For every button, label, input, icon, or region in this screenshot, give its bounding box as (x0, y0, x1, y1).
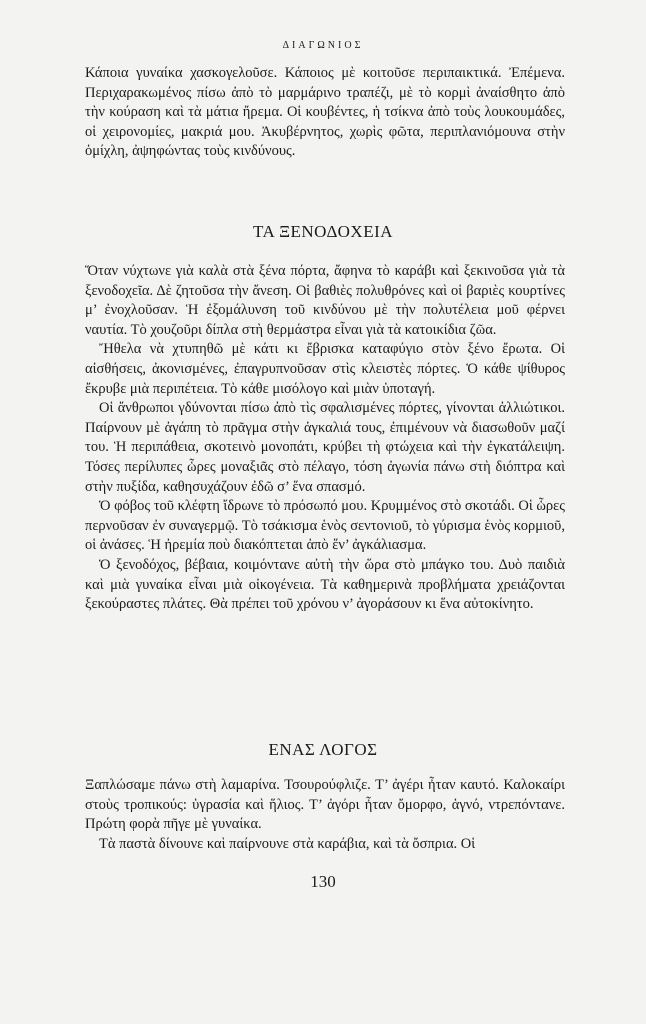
paragraph: Ὁ ξενοδόχος, βέβαια, κοιμόντανε αὐτὴ τὴν ὥρα στὸ μπάγκο του. Δυὸ παιδιὰ καὶ μιὰ γυναίκα εἶναι μιὰ οἰκογένεια. Τὰ καθημερινὰ προβλήματα χρειάζονται ξεκούραστες πλάτες. Θὰ πρέπει τοῦ χρόνου ν’ ἀγοράσουν κι ἕνα αὐτοκίνητο. (85, 556, 565, 613)
intro-paragraph: Κάποια γυναίκα χασκογελοῦσε. Κάποιος μὲ κοιτοῦσε περιπαικτικά. Ἐπέμενα. Περιχαρακωμένος πίσω ἀπὸ τὸ μαρμάρινο τραπέζι, μὲ τὸ κορμὶ ἀναίσθητο ἀπὸ τὴν κούραση καὶ τὰ μάτια ἤρεμα. Οἱ κουβέντες, ἡ τσίκνα ἀπὸ τοὺς λουκουμάδες, οἱ χειρονομίες, μακριά μου. Ἀκυβέρνητος, χωρὶς φῶτα, περιπλανιόμουνα στὴν ὁμίχλη, ἀψηφώντας τοὺς κινδύνους. (85, 65, 565, 160)
intro-paragraph-block (85, 64, 565, 162)
page-number: 130 (310, 872, 336, 891)
paragraph: Ἤθελα νὰ χτυπηθῶ μὲ κάτι κι ἔβρισκα καταφύγιο στὸν ξένο ἔρωτα. Οἱ αἰσθήσεις, ἀκονισμένες, ἐπαγρυπνοῦσαν στὶς κλειστὲς πόρτες. Ὁ κάθε ψίθυρος ἔκρυβε μιὰ περιπέτεια. Τὸ κάθε μισόλογο καὶ μιὰν ὑποταγή. (85, 341, 565, 397)
section-title-one-reason: ΕΝΑΣ ΛΟΓΟΣ (268, 740, 378, 759)
paragraph: Ὁ φόβος τοῦ κλέφτη ἴδρωνε τὸ πρόσωπό μου. Κρυμμένος στὸ σκοτάδι. Οἱ ὧρες περνοῦσαν ἐν συναγερμῷ. Τὸ τσάκισμα ἑνὸς σεντονιοῦ, τὸ γύρισμα ἑνὸς κορμιοῦ, οἱ ἀνάσες. Ἡ ἠρεμία ποὺ διακόπτεται ἀπὸ ἕν’ ἀγκάλιασμα. (85, 498, 566, 554)
paragraph: Τὰ παστὰ δίνουνε καὶ παίρνουνε στὰ καράβια, καὶ τὰ ὄσπρια. Οἱ (99, 835, 476, 852)
section-hotels-body (85, 262, 565, 615)
paragraph: Ξαπλώσαμε πάνω στὴ λαμαρίνα. Τσουρούφλιζε. Τ’ ἀγέρι ἦταν καυτό. Καλοκαίρι στοὺς τροπικούς: ὑγρασία καὶ ἥλιος. Τ’ ἀγόρι ἦταν ὄμορφο, ἁγνό, ντρεπόντανε. Πρώτη φορὰ πῆγε μὲ γυναίκα. (85, 777, 565, 833)
paragraph: Οἱ ἄνθρωποι γδύνονται πίσω ἀπὸ τὶς σφαλισμένες πόρτες, γίνονται ἀλλιώτικοι. Παίρνουν μὲ ἀγάπη τὸ πρᾶγμα στὴν ἀγκαλιά τους, ἐπιμένουν νὰ διασωθοῦν μαζί του. Ἡ περιπάθεια, σκοτεινὸ μονοπάτι, κρύβει τὴ φτώχεια καὶ τὴν ἐγκατάλειψη. Τόσες περίλυπες ὧρες μοναξιᾶς στὸ πέλαγο, τόση ἀγωνία πάνω στὴ διόπτρα καὶ στὴν πυξίδα, καθησυχάζουν ἐδῶ σ’ ἕνα σπασμό. (85, 400, 565, 495)
section-one-reason-body (85, 776, 565, 854)
paragraph: Ὅταν νύχτωνε γιὰ καλὰ στὰ ξένα πόρτα, ἄφηνα τὸ καράβι καὶ ξεκινοῦσα γιὰ τὰ ξενοδοχεῖα. Δὲ ζητοῦσα τὴν ἄνεση. Οἱ βαθιὲς πολυθρόνες καὶ οἱ βαριὲς κουρτίνες μ’ ἐνοχλοῦσαν. Ἡ ἐξομάλυνση τοῦ κινδύνου μὲ τὴν πολυτέλεια μοῦ φέρνει ναυτία. Τὸ χουζοῦρι δίπλα στὴ θερμάστρα εἶναι γιὰ τὰ κατοικίδια ζῶα. (85, 263, 565, 338)
running-head: ΔΙΑΓΩΝΙΟΣ (282, 40, 364, 51)
section-title-hotels: ΤΑ ΞΕΝΟΔΟΧΕΙΑ (252, 222, 394, 241)
